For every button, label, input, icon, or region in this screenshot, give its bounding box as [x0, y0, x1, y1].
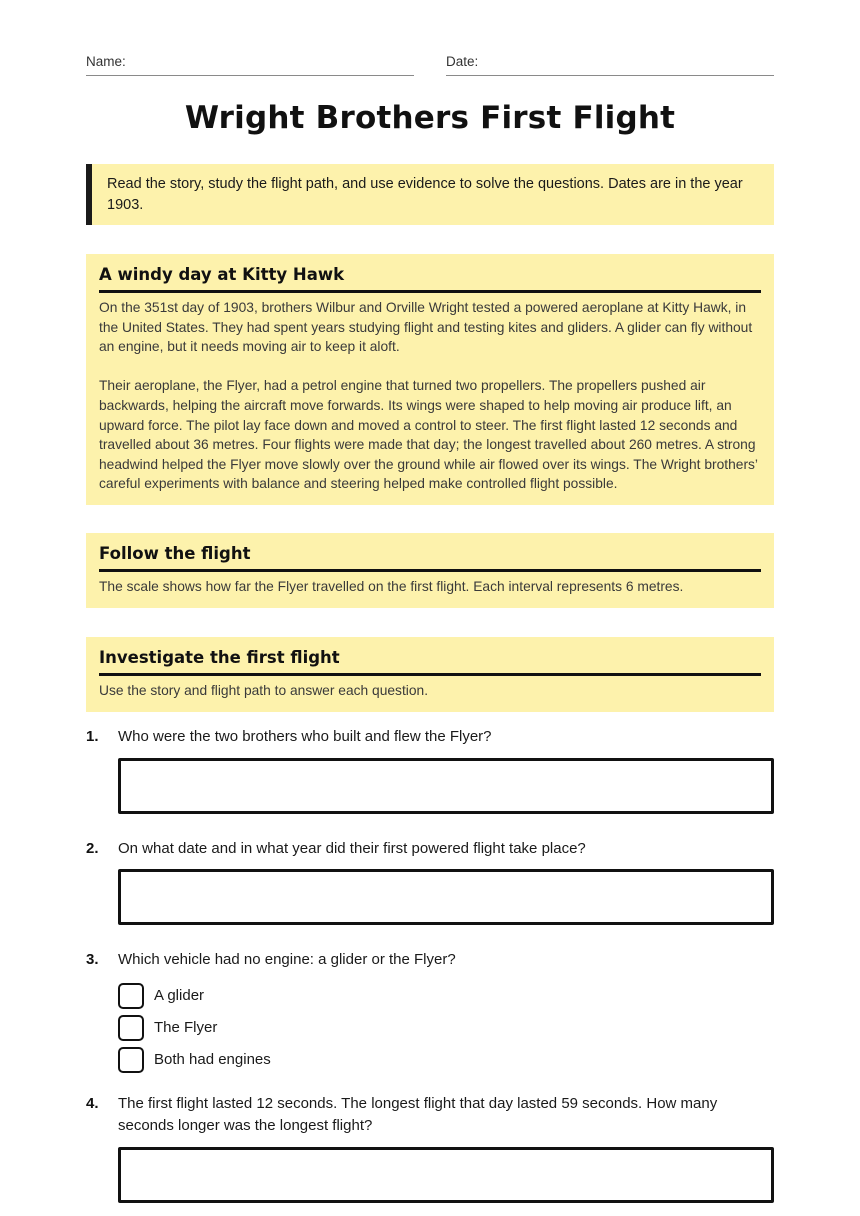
- option-both-had-engines[interactable]: [118, 1047, 518, 1073]
- investigate-section: [86, 637, 774, 712]
- flight-section: [86, 533, 774, 608]
- date-label: Date:: [446, 54, 479, 69]
- question-number: 1.: [86, 728, 99, 745]
- date-field[interactable]: [446, 54, 774, 76]
- checkbox[interactable]: [118, 983, 144, 1009]
- checkbox[interactable]: [118, 1015, 144, 1041]
- header-fields: [86, 54, 774, 76]
- option-a-glider[interactable]: [118, 983, 518, 1009]
- answer-box-4[interactable]: [118, 1147, 774, 1203]
- answer-box-2[interactable]: [118, 869, 774, 925]
- flight-text: The scale shows how far the Flyer travelled on the first flight. Each interval represents 6 metres.: [99, 579, 684, 594]
- option-label: The Flyer: [154, 1019, 218, 1036]
- option-label: A glider: [154, 987, 205, 1004]
- story-paragraph-1: On the 351st day of 1903, brothers Wilbur and Orville Wright tested a powered aeroplane at Kitty Hawk, in the United States. They had spent years studying flight and testing kites and gliders. A glider can fly without an engine, but it needs moving air to keep it aloft.: [99, 300, 753, 355]
- name-label: Name:: [86, 54, 126, 69]
- investigate-text: Use the story and flight path to answer each question.: [99, 683, 429, 698]
- question-text: On what date and in what year did their first powered flight take place?: [118, 840, 586, 857]
- question-number: 3.: [86, 951, 99, 968]
- question-number: 2.: [86, 840, 99, 857]
- answer-box-1[interactable]: [118, 758, 774, 814]
- question-text: The first flight lasted 12 seconds. The longest flight that day lasted 59 seconds. How many seconds longer was the longest flight?: [118, 1095, 718, 1134]
- story-section: [86, 254, 774, 505]
- option-label: Both had engines: [154, 1051, 271, 1068]
- question-text: Who were the two brothers who built and flew the Flyer?: [118, 728, 492, 745]
- option-the-flyer[interactable]: [118, 1015, 518, 1041]
- name-field[interactable]: [86, 54, 414, 76]
- question-number: 4.: [86, 1095, 99, 1112]
- instructions-box: Read the story, study the flight path, and use evidence to solve the questions. Dates are in the year 1903.: [86, 164, 774, 225]
- flight-heading: Follow the flight: [99, 533, 761, 572]
- checkbox[interactable]: [118, 1047, 144, 1073]
- story-heading: A windy day at Kitty Hawk: [99, 254, 761, 293]
- story-paragraph-2: Their aeroplane, the Flyer, had a petrol engine that turned two propellers. The propellers pushed air backwards, helping the aircraft move forwards. Its wings were shaped to help moving air produce lift, an upward force. The pilot lay face down and moved a control to steer. The first flight lasted 12 seconds and travelled about 36 metres. Four flights were made that day; the longest travelled about 260 metres. A strong headwind helped the Flyer move slowly over the ground while air flowed over its wings. The Wright brothers’ careful experiments with balance and steering helped make controlled flight possible.: [99, 378, 758, 492]
- page-title: Wright Brothers First Flight: [184, 100, 676, 136]
- investigate-heading: Investigate the first flight: [99, 637, 761, 676]
- question-text: Which vehicle had no engine: a glider or the Flyer?: [118, 951, 456, 968]
